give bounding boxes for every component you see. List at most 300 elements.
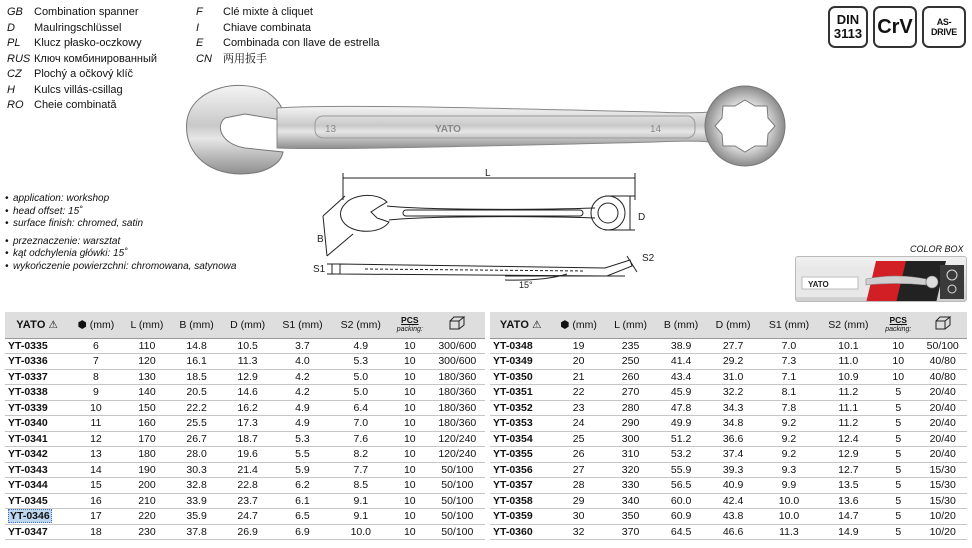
product-code: YT-0345 [5,493,69,509]
din-badge-line1: DIN [836,12,860,27]
language-name: Maulringschlüssel [34,21,122,34]
feature-item [5,218,236,231]
header-l: L (mm) [123,312,172,338]
table-cell: 20/40 [918,385,967,401]
color-box-image [795,256,967,302]
table-row [490,369,967,385]
product-code: YT-0353 [490,416,551,432]
table-cell: 7.6 [332,431,390,447]
yato-logo: YATO [16,318,46,331]
table-cell: 14.7 [819,509,878,525]
spec-table-right-header [490,312,967,338]
table-cell: 20/40 [918,400,967,416]
language-code: RO [7,99,24,111]
table-cell: 60.0 [655,493,707,509]
table-cell: 26.9 [222,524,273,540]
din-badge-line2: 3113 [833,26,863,41]
table-cell: 270 [606,385,655,401]
table-cell: 10 [878,369,918,385]
table-cell: 5 [878,478,918,494]
table-cell: 47.8 [655,400,707,416]
table-cell: 21.4 [222,462,273,478]
table-cell: 8 [69,369,123,385]
feature-list-english [5,193,236,231]
table-row [490,447,967,463]
table-row [490,462,967,478]
table-cell: 29.2 [707,354,759,370]
table-row [490,400,967,416]
color-box-brand: YATO [808,280,829,289]
header-b: B (mm) [171,312,222,338]
table-cell: 11.3 [222,354,273,370]
table-row [490,431,967,447]
table-cell: 21 [551,369,606,385]
table-cell: 24.7 [222,509,273,525]
diagram-label-l: L [485,168,491,179]
feature-list-polish [5,236,236,274]
table-cell: 310 [606,447,655,463]
table-cell: 45.9 [655,385,707,401]
table-cell: 5.5 [273,447,331,463]
language-row [7,98,157,114]
spec-table-left-body [5,338,485,540]
product-code: YT-0350 [490,369,551,385]
table-cell: 46.6 [707,524,759,540]
table-cell: 17 [69,509,123,525]
table-cell: 20/40 [918,447,967,463]
table-cell: 350 [606,509,655,525]
engraved-size-right: 14 [650,124,662,135]
table-cell: 150 [123,400,172,416]
table-cell: 10 [390,354,430,370]
table-cell: 5.3 [332,354,390,370]
diagram-label-b: B [317,234,324,245]
product-code: YT-0347 [5,524,69,540]
language-row [196,5,380,21]
product-code: YT-0349 [490,354,551,370]
table-cell: 30.3 [171,462,222,478]
yato-logo: YATO [499,318,530,331]
table-cell: 50/100 [430,524,485,540]
table-cell: 20/40 [918,431,967,447]
table-cell: 180/360 [430,369,485,385]
table-row [5,416,485,432]
language-row [7,67,157,83]
table-cell: 5.0 [332,385,390,401]
table-row [5,338,485,354]
table-cell: 10 [390,338,430,354]
dimension-diagram [305,168,665,293]
table-cell: 13 [69,447,123,463]
table-row [490,478,967,494]
table-row [5,385,485,401]
table-cell: 290 [606,416,655,432]
bullet-icon: • [5,260,9,272]
table-cell: 50/100 [430,478,485,494]
table-cell: 26.7 [171,431,222,447]
table-cell: 8.5 [332,478,390,494]
table-header-row [5,312,485,338]
language-name: Ключ комбинированный [34,52,158,65]
table-cell: 30 [551,509,606,525]
language-row [7,21,157,37]
hex-nut-icon: ⬢ [77,318,90,331]
spec-table-left-header [5,312,485,338]
table-cell: 14.9 [819,524,878,540]
table-cell: 10 [390,431,430,447]
language-name: Plochý a očkový klíč [34,68,134,80]
product-code: YT-0360 [490,524,551,540]
header-b: B (mm) [655,312,707,338]
table-cell: 140 [123,385,172,401]
table-cell: 5 [878,431,918,447]
table-cell: 7.3 [759,354,818,370]
table-cell: 39.3 [707,462,759,478]
as-drive-badge: AS-DRIVE [922,6,966,48]
hex-nut-icon: ⬢ [560,318,573,331]
table-cell: 340 [606,493,655,509]
language-code: CZ [7,68,22,80]
language-row [196,21,380,37]
crv-badge: CrV [873,6,917,48]
table-cell: 9.1 [332,509,390,525]
table-cell: 26 [551,447,606,463]
table-cell: 7.1 [759,369,818,385]
table-cell: 10 [390,509,430,525]
table-cell: 300/600 [430,338,485,354]
feature-text: przeznaczenie: warsztat [13,235,121,247]
diagram-label-angle: 15° [519,280,533,290]
table-cell: 18.7 [222,431,273,447]
language-name: Klucz płasko-oczkowy [34,37,142,49]
table-cell: 43.8 [707,509,759,525]
table-cell: 6 [69,338,123,354]
table-cell: 32 [551,524,606,540]
table-cell: 37.8 [171,524,222,540]
table-cell: 5 [878,462,918,478]
color-box-label: COLOR BOX [910,244,964,254]
table-cell: 36.6 [707,431,759,447]
header-d: D (mm) [707,312,759,338]
table-cell: 5 [878,509,918,525]
table-cell: 19 [551,338,606,354]
table-cell: 5.0 [332,369,390,385]
size-header-label: (mm) [89,318,115,331]
table-cell: 34.8 [707,416,759,432]
feature-text: surface finish: chromed, satin [13,218,144,229]
pcs-label: PCS [889,314,907,325]
box-header [918,312,967,338]
table-cell: 130 [123,369,172,385]
box-header [430,312,485,338]
table-row [5,524,485,540]
warning-triangle-icon: ⚠ [529,318,542,331]
table-cell: 11.2 [819,416,878,432]
table-cell: 15/30 [918,493,967,509]
table-cell: 9.2 [759,447,818,463]
header-l: L (mm) [606,312,655,338]
din-badge [828,6,868,48]
language-row [196,52,380,68]
spec-table-right-body [490,338,967,540]
bullet-icon: • [5,248,9,259]
table-cell: 7.0 [332,416,390,432]
table-cell: 18 [69,524,123,540]
table-cell: 50/100 [430,493,485,509]
product-code: YT-0340 [5,416,69,432]
product-code: YT-0339 [5,400,69,416]
brand-header [490,312,551,338]
feature-text: head offset: 15˚ [13,205,83,217]
diagram-label-s1: S1 [313,264,326,275]
table-row [490,493,967,509]
table-cell: 18.5 [171,369,222,385]
feature-item [5,206,236,219]
table-cell: 32.8 [171,478,222,494]
language-name: Kulcs villás-csillag [34,83,123,96]
pcs-label-block [392,316,428,334]
table-cell: 6.1 [273,493,331,509]
table-cell: 16.2 [222,400,273,416]
product-code: YT-0346 [5,509,69,525]
table-cell: 5 [878,400,918,416]
table-cell: 27.7 [707,338,759,354]
table-cell: 11.0 [819,354,878,370]
table-cell: 14 [69,462,123,478]
table-cell: 6.4 [332,400,390,416]
table-row [5,447,485,463]
table-cell: 20 [551,354,606,370]
table-cell: 9.2 [759,416,818,432]
table-cell: 9.9 [759,478,818,494]
feature-list [5,193,236,273]
table-cell: 24 [551,416,606,432]
table-row [5,493,485,509]
table-cell: 33.9 [171,493,222,509]
table-cell: 10.0 [332,524,390,540]
language-row [7,5,157,21]
table-cell: 320 [606,462,655,478]
language-row [7,83,157,99]
table-cell: 230 [123,524,172,540]
language-name: Combinada con llave de estrella [223,37,380,49]
feature-item [5,261,236,274]
table-cell: 180/360 [430,400,485,416]
engraved-size-left: 13 [325,124,337,135]
table-row [490,338,967,354]
table-row [490,416,967,432]
engraved-brand: YATO [435,124,461,135]
table-cell: 260 [606,369,655,385]
table-cell: 370 [606,524,655,540]
language-code: GB [7,6,23,18]
table-row [490,354,967,370]
pcs-header [390,312,430,338]
table-cell: 10 [390,493,430,509]
table-cell: 40/80 [918,369,967,385]
table-cell: 220 [123,509,172,525]
pcs-label: PCS [401,314,419,325]
table-cell: 42.4 [707,493,759,509]
table-cell: 10 [390,478,430,494]
product-code: YT-0357 [490,478,551,494]
feature-item [5,236,236,249]
table-cell: 13.6 [819,493,878,509]
table-cell: 40.9 [707,478,759,494]
table-cell: 180/360 [430,385,485,401]
color-box-illustration [796,257,967,302]
table-cell: 11.1 [819,400,878,416]
table-cell: 160 [123,416,172,432]
table-cell: 10.0 [759,493,818,509]
table-cell: 60.9 [655,509,707,525]
product-code: YT-0338 [5,385,69,401]
table-cell: 235 [606,338,655,354]
table-cell: 25.5 [171,416,222,432]
table-cell: 5 [878,385,918,401]
box-icon [934,316,952,330]
table-cell: 10.9 [819,369,878,385]
table-row [5,478,485,494]
product-code: YT-0354 [490,431,551,447]
table-cell: 20.5 [171,385,222,401]
table-cell: 43.4 [655,369,707,385]
table-cell: 120 [123,354,172,370]
table-cell: 13.5 [819,478,878,494]
table-cell: 11.3 [759,524,818,540]
table-cell: 12 [69,431,123,447]
table-cell: 7.0 [759,338,818,354]
product-code: YT-0342 [5,447,69,463]
table-cell: 3.7 [273,338,331,354]
table-cell: 12.4 [819,431,878,447]
table-cell: 7 [69,354,123,370]
table-cell: 10 [390,447,430,463]
language-row [7,52,157,68]
table-cell: 40/80 [918,354,967,370]
brand-header [5,312,69,338]
table-cell: 32.2 [707,385,759,401]
table-cell: 4.9 [273,416,331,432]
header-s1: S1 (mm) [759,312,818,338]
language-code: PL [7,37,21,49]
table-cell: 10 [69,400,123,416]
table-cell: 16.1 [171,354,222,370]
language-code: H [7,83,15,96]
spanner-photo [185,78,790,178]
diagram-label-s2: S2 [642,253,655,264]
language-code: CN [196,52,212,65]
table-cell: 41.4 [655,354,707,370]
product-code: YT-0337 [5,369,69,385]
header-s2: S2 (mm) [332,312,390,338]
table-cell: 9 [69,385,123,401]
feature-text: application: workshop [13,193,110,204]
table-cell: 5 [878,416,918,432]
table-cell: 9.2 [759,431,818,447]
table-cell: 17.3 [222,416,273,432]
table-cell: 9.3 [759,462,818,478]
size-header [69,312,123,338]
table-cell: 170 [123,431,172,447]
product-code: YT-0344 [5,478,69,494]
table-cell: 20/40 [918,416,967,432]
table-row [490,509,967,525]
table-cell: 10.1 [819,338,878,354]
table-row [490,524,967,540]
table-cell: 6.2 [273,478,331,494]
product-code: YT-0352 [490,400,551,416]
table-row [5,354,485,370]
table-cell: 22.2 [171,400,222,416]
table-cell: 35.9 [171,509,222,525]
language-code: D [7,21,15,34]
table-cell: 10 [878,338,918,354]
language-row [7,36,157,52]
table-cell: 50/100 [430,509,485,525]
spec-table-left [5,312,485,540]
table-cell: 280 [606,400,655,416]
table-cell: 23 [551,400,606,416]
table-cell: 5.3 [273,431,331,447]
language-name: Clé mixte à cliquet [223,6,313,18]
table-cell: 200 [123,478,172,494]
table-cell: 16 [69,493,123,509]
table-header-row [490,312,967,338]
table-cell: 4.2 [273,385,331,401]
product-code: YT-0335 [5,338,69,354]
table-cell: 4.0 [273,354,331,370]
table-cell: 5 [878,447,918,463]
feature-item [5,193,236,206]
table-cell: 10 [390,369,430,385]
table-cell: 10 [390,524,430,540]
table-cell: 300/600 [430,354,485,370]
table-cell: 6.5 [273,509,331,525]
product-code: YT-0355 [490,447,551,463]
table-row [5,431,485,447]
table-cell: 22 [551,385,606,401]
table-row [490,385,967,401]
table-cell: 120/240 [430,447,485,463]
bullet-icon: • [5,205,9,217]
table-cell: 51.2 [655,431,707,447]
table-cell: 8.1 [759,385,818,401]
table-cell: 23.7 [222,493,273,509]
pcs-label-block [880,316,916,334]
product-code: YT-0356 [490,462,551,478]
product-code: YT-0343 [5,462,69,478]
size-header-label: (mm) [572,318,597,331]
table-cell: 10 [390,462,430,478]
packing-label: packing: [885,325,912,333]
language-code: F [196,6,203,18]
table-cell: 14.6 [222,385,273,401]
table-cell: 38.9 [655,338,707,354]
product-code: YT-0341 [5,431,69,447]
table-cell: 9.1 [332,493,390,509]
table-cell: 28 [551,478,606,494]
table-row [5,509,485,525]
table-cell: 14.8 [171,338,222,354]
table-cell: 5.9 [273,462,331,478]
table-cell: 4.9 [332,338,390,354]
feature-text: kąt odchylenia główki: 15˚ [13,248,128,259]
product-code: YT-0358 [490,493,551,509]
certification-badges [828,6,966,48]
warning-triangle-icon: ⚠ [45,318,58,331]
table-cell: 250 [606,354,655,370]
